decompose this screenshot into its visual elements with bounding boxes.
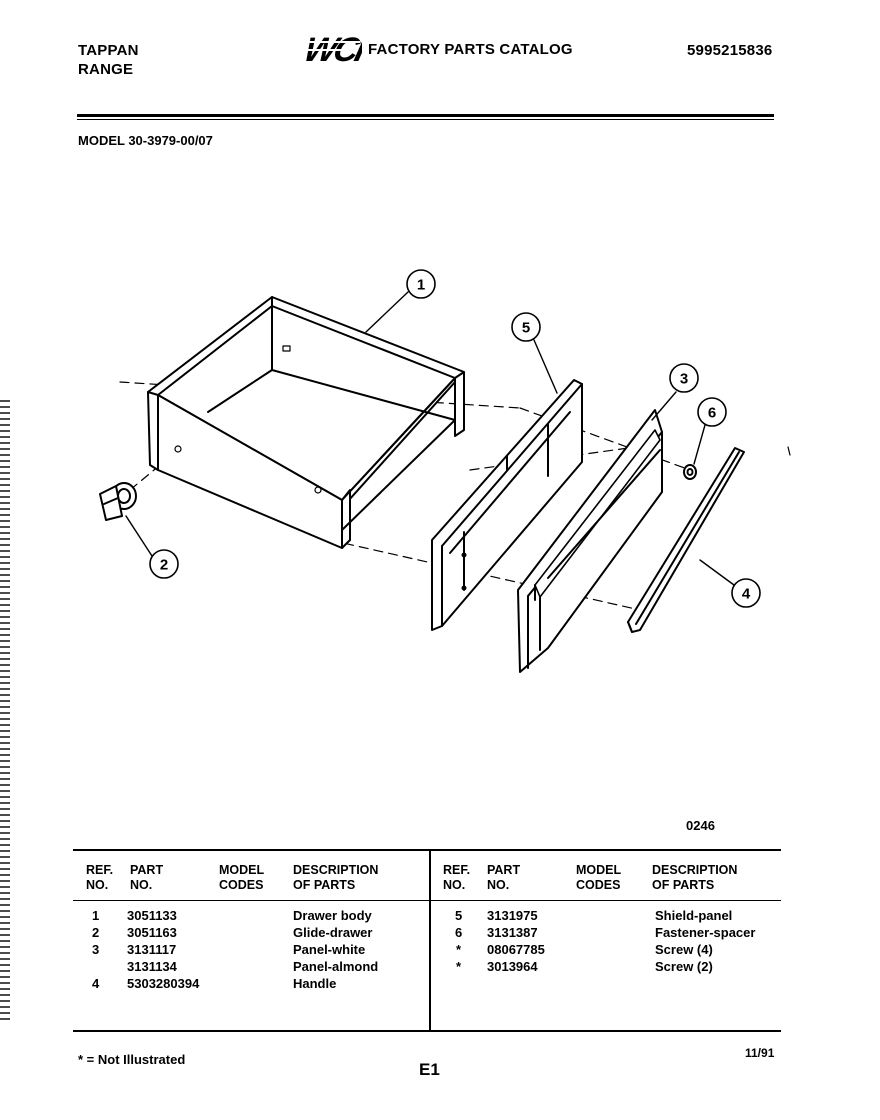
- callout-2: 2: [159, 556, 169, 574]
- drawer-body: [148, 297, 464, 548]
- hdr-desc-right: DESCRIPTION OF PARTS: [652, 863, 738, 892]
- catalog-number: 5995215836: [687, 42, 773, 59]
- left-row-2-ref: 2: [92, 925, 100, 940]
- callout-3: 3: [679, 370, 689, 388]
- left-row-4-desc: Panel-almond: [293, 959, 379, 974]
- left-row-3-part: 3131117: [127, 942, 177, 957]
- revision-date: 11/91: [745, 1046, 775, 1060]
- right-row-2-part: 3131387: [487, 925, 538, 940]
- left-row-2-part: 3051163: [127, 925, 177, 940]
- right-row-3-ref: *: [456, 942, 462, 957]
- right-row-3-part: 08067785: [487, 942, 545, 957]
- not-illustrated-note: * = Not Illustrated: [78, 1052, 186, 1067]
- left-row-3-ref: 3: [92, 942, 100, 957]
- table-divider: [429, 849, 431, 1031]
- callout-1: 1: [416, 276, 426, 294]
- logo-lettering: WCI: [300, 31, 362, 66]
- brand-line-1: TAPPAN: [78, 42, 139, 59]
- brand-line-2: RANGE: [78, 61, 134, 78]
- table-bottom-rule: [73, 1030, 781, 1032]
- left-row-5-part: 5303280394: [127, 976, 200, 991]
- model-label: MODEL 30-3979-00/07: [78, 133, 213, 148]
- left-row-3-desc: Panel-white: [293, 942, 366, 957]
- hdr-ref-left: REF. NO.: [86, 863, 114, 892]
- catalog-title: FACTORY PARTS CATALOG: [368, 41, 573, 58]
- left-row-4-part: 3131134: [127, 959, 177, 974]
- callout-4: 4: [741, 585, 751, 603]
- right-row-2-desc: Fastener-spacer: [655, 925, 756, 940]
- right-row-1-desc: Shield-panel: [655, 908, 733, 923]
- left-row-5-desc: Handle: [293, 976, 337, 991]
- hdr-model-left: MODEL CODES: [219, 863, 265, 892]
- glide-drawer: [100, 483, 136, 520]
- left-row-1-desc: Drawer body: [293, 908, 372, 923]
- left-row-1-part: 3051133: [127, 908, 177, 923]
- left-row-2-desc: Glide-drawer: [293, 925, 373, 940]
- right-row-1-ref: 5: [455, 908, 463, 923]
- table-header-rule: [73, 900, 781, 901]
- page-code: E1: [419, 1060, 440, 1079]
- right-row-4-part: 3013964: [487, 959, 538, 974]
- hdr-ref-right: REF. NO.: [443, 863, 471, 892]
- hdr-part-left: PART NO.: [130, 863, 164, 892]
- table-top-rule: [73, 849, 781, 851]
- hdr-part-right: PART NO.: [487, 863, 521, 892]
- right-row-3-desc: Screw (4): [655, 942, 713, 957]
- left-row-5-ref: 4: [92, 976, 100, 991]
- left-row-1-ref: 1: [92, 908, 100, 923]
- right-row-4-desc: Screw (2): [655, 959, 713, 974]
- hdr-desc-left: DESCRIPTION OF PARTS: [293, 863, 379, 892]
- fastener-spacer: [684, 465, 696, 479]
- callout-6: 6: [707, 404, 717, 422]
- right-row-2-ref: 6: [455, 925, 463, 940]
- hdr-model-right: MODEL CODES: [576, 863, 622, 892]
- right-row-4-ref: *: [456, 959, 462, 974]
- figure-code: 0246: [686, 818, 715, 833]
- right-row-1-part: 3131975: [487, 908, 538, 923]
- callout-5: 5: [521, 319, 531, 337]
